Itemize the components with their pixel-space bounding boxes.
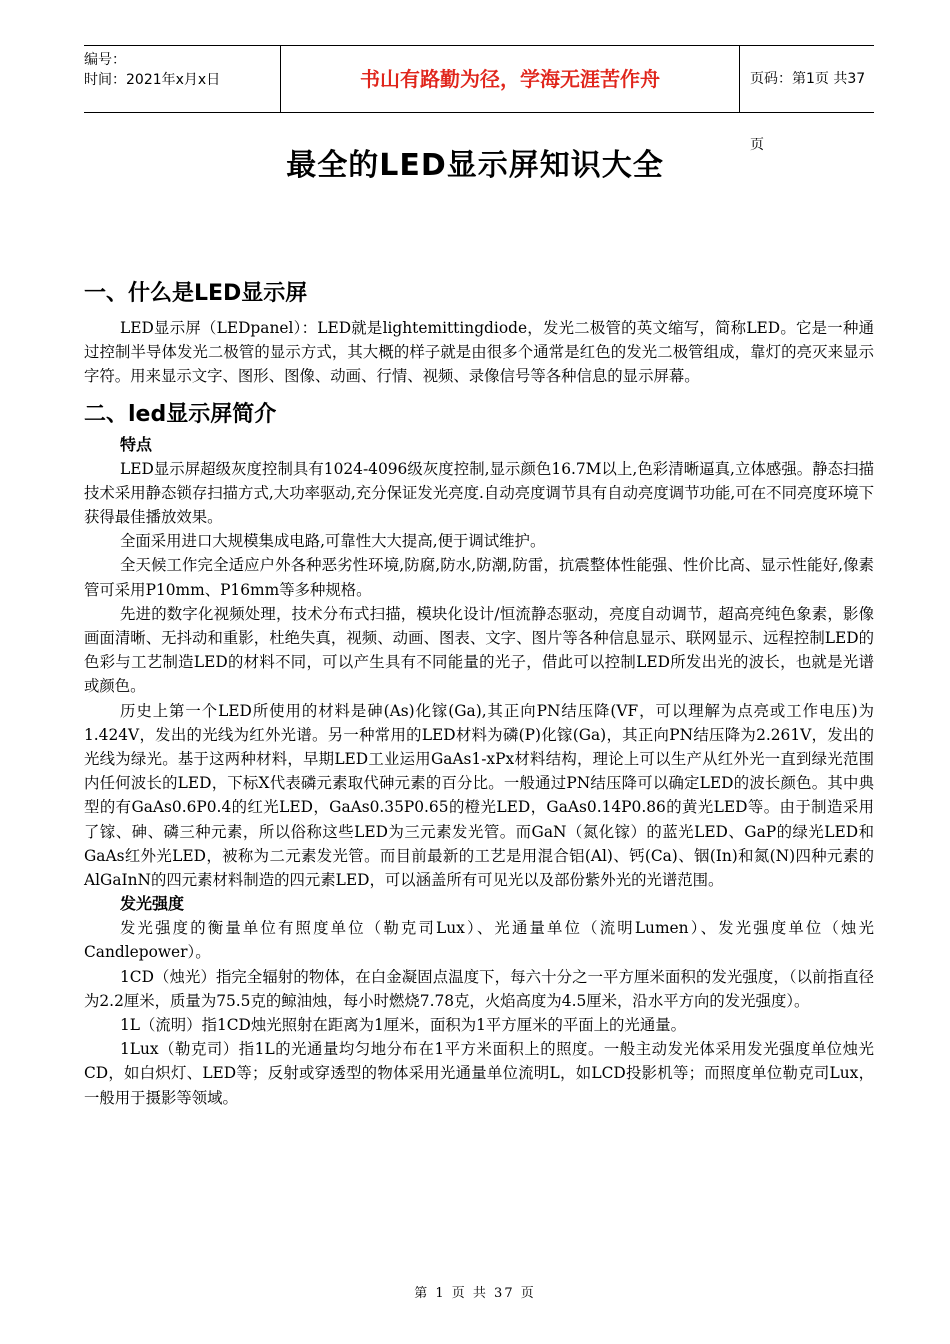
header-page-info: 页码：第1页 共37页 [750,71,866,153]
paragraph: 历史上第一个LED所使用的材料是砷(As)化镓(Ga),其正向PN结压降(VF，可以理解为点亮或工作电压)为1.424V，发出的光线为红外光谱。另一种常用的LED材料为磷(P)化镓(Ga)，其正向PN结压降为2.261V，发出的光线为绿光。基于这两种材料，早期LED工业运用GaAs1-xPx材料结构，理论上可以生产从红外光一直到绿光范围内任何波长的LED，下标X代表磷元素取代砷元素的百分比。一般通过PN结压降可以确定LED的波长颜色。其中典型的有GaAs0.6P0.4的红光LED，GaAs0.35P0.65的橙光LED，GaAs0.14P0.86的黄光LED等。由于制造采用了镓、砷、磷三种元素，所以俗称这些LED为三元素发光管。而GaN（氮化镓）的蓝光LED、GaP的绿光LED和GaAs红外光LED，被称为二元素发光管。而目前最新的工艺是用混合铝(Al)、钙(Ca)、铟(In)和氮(N)四种元素的AlGaInN的四元素材料制造的四元素LED，可以涵盖所有可见光以及部份紫外光的光谱范围。 [84,701,874,890]
paragraph: 1CD（烛光）指完全辐射的物体，在白金凝固点温度下，每六十分之一平方厘米面积的发光强度，（以前指直径为2.2厘米，质量为75.5克的鲸油烛，每小时燃烧7.78克，火焰高度为4.5厘米，沿水平方向的发光强度）。 [84,967,874,1010]
subsection-heading-features: 特点 [120,434,153,454]
page-header [84,45,874,153]
paragraph: 全天候工作完全适应户外各种恶劣性环境,防腐,防水,防潮,防雷，抗震整体性能强、性价比高、显示性能好,像素管可采用P10mm、P16mm等多种规格。 [84,556,874,599]
document-title: 最全的LED显示屏知识大全 [286,148,664,183]
document-time: 时间：2021年x月x日 [84,72,221,88]
paragraph: 全面采用进口大规模集成电路,可靠性大大提高,便于调试维护。 [120,532,546,551]
document-body [84,276,874,1110]
subsection-heading-luminous-intensity: 发光强度 [120,894,185,914]
paragraph: LED显示屏超级灰度控制具有1024-4096级灰度控制,显示颜色16.7M以上,色彩清晰逼真,立体感强。静态扫描技术采用静态锁存扫描方式,大功率驱动,充分保证发光亮度.自动亮度调节具有自动亮度调节功能,可在不同亮度环境下获得最佳播放效果。 [84,459,874,527]
paragraph: 发光强度的衡量单位有照度单位（勒克司Lux）、光通量单位（流明Lumen）、发光强度单位（烛光Candlepower）。 [84,919,874,962]
paragraph: LED显示屏（LEDpanel）：LED就是lightemittingdiode，发光二极管的英文缩写，简称LED。它是一种通过控制半导体发光二极管的显示方式，其大概的样子就是由很多个通常是红色的发光二极管组成，靠灯的亮灭来显示字符。用来显示文字、图形、图像、动画、行情、视频、录像信号等各种信息的显示屏幕。 [84,319,874,386]
header-meta [84,46,280,112]
paragraph: 先进的数字化视频处理，技术分布式扫描，模块化设计/恒流静态驱动，亮度自动调节，超高亮纯色象素，影像画面清晰、无抖动和重影，杜绝失真，视频、动画、图表、文字、图片等各种信息显示、联网显示、远程控制LED的色彩与工艺制造LED的材料不同，可以产生具有不同能量的光子，借此可以控制LED所发出光的波长，也就是光谱或颜色。 [84,604,874,696]
section-heading-intro: 二、led显示屏简介 [84,401,277,427]
paragraph: 1L（流明）指1CD烛光照射在距离为1厘米，面积为1平方厘米的平面上的光通量。 [120,1016,687,1035]
document-number: 编号： [84,52,126,68]
page-footer: 第 1 页 共 37 页 [414,1286,536,1301]
paragraph: 1Lux（勒克司）指1L的光通量均匀地分布在1平方米面积上的照度。一般主动发光体采用发光强度单位烛光CD，如白炽灯、LED等；反射或穿透型的物体采用光通量单位流明L，如LCD投影机等；而照度单位勒克司Lux，一般用于摄影等领域。 [84,1040,874,1107]
header-motto: 书山有路勤为径，学海无涯苦作舟 [280,46,740,112]
section-heading-what-is-led: 一、什么是LED显示屏 [84,281,308,306]
